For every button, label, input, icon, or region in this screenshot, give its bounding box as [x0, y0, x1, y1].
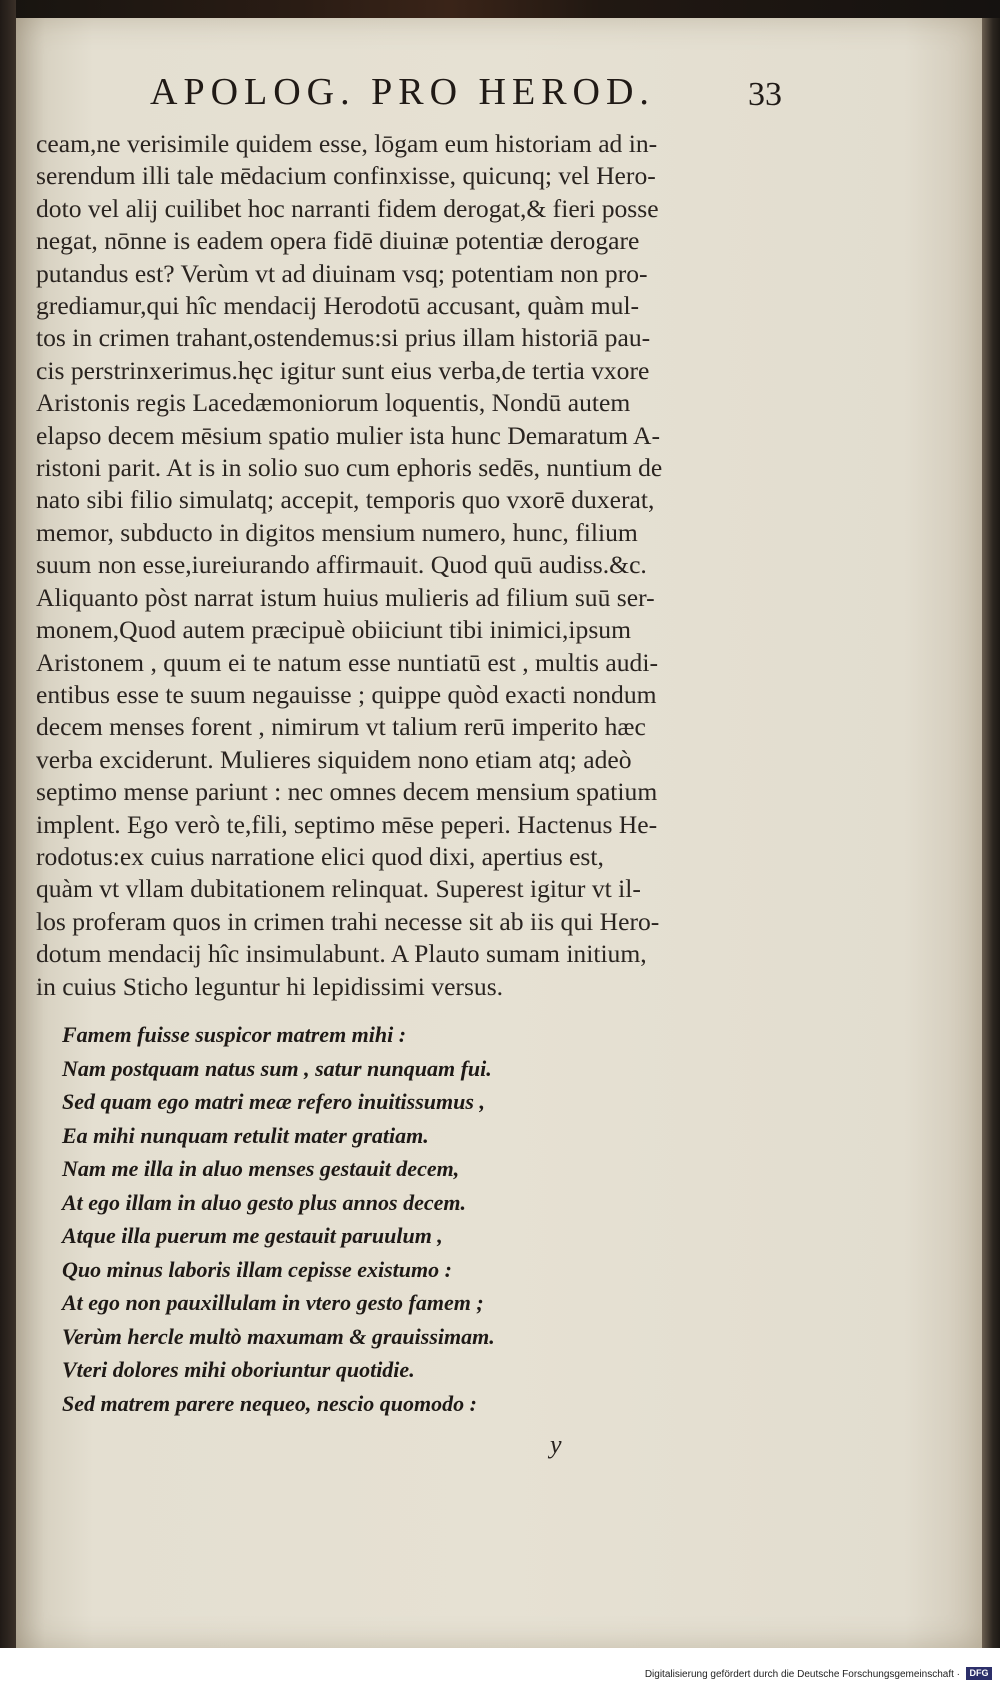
- text-line: verba exciderunt. Mulieres siquidem nono etiam atq; adeò: [36, 744, 632, 774]
- text-line: Aristonem , quum ei te natum esse nuntiatū est , multis audi-: [36, 647, 658, 677]
- verse-line: Famem fuisse suspicor matrem mihi :: [62, 1022, 407, 1047]
- verse-line: Sed matrem parere nequeo, nescio quomodo :: [62, 1390, 477, 1416]
- running-head: APOLOG. PRO HEROD.: [150, 71, 655, 113]
- text-line: Aliquanto pòst narrat istum huius mulieris ad filium suū ser-: [36, 582, 655, 612]
- text-line: grediamur,qui hîc mendacij Herodotū accusant, quàm mul-: [36, 291, 640, 321]
- text-line: putandus est? Verùm vt ad diuinam vsq; potentiam non pro-: [36, 258, 648, 288]
- scan-left-edge: [0, 0, 16, 1650]
- text-line: negat, nōnne is eadem opera fidē diuinæ potentiæ derogare: [36, 226, 640, 256]
- verse-line: Nam postquam natus sum , satur nunquam fui.: [62, 1055, 492, 1081]
- text-line: los proferam quos in crimen trahi necesse sit ab iis qui Hero-: [36, 906, 660, 936]
- text-line: elapso decem mēsium spatio mulier ista hunc Demaratum A-: [36, 420, 661, 450]
- text-line: rodotus:ex cuius narratione elici quod dixi, apertius est,: [36, 841, 604, 871]
- text-line: ceam,ne verisimile quidem esse, lōgam eum historiam ad in-: [36, 129, 658, 158]
- body-text: [36, 128, 776, 1003]
- verse-line: Verùm hercle multò maxumam & grauissimam.: [62, 1323, 495, 1349]
- text-line: memor, subducto in digitos mensium numero, hunc, filium: [36, 517, 638, 547]
- dfg-logo: DFG: [966, 1667, 992, 1680]
- dfg-credit: Digitalisierung gefördert durch die Deutsche Forschungsgemeinschaft ·: [644, 1669, 960, 1680]
- text-line: ristoni parit. At is in solio suo cum ephoris sedēs, nuntium de: [36, 453, 663, 483]
- verse-line: At ego non pauxillulam in vtero gesto famem ;: [62, 1290, 484, 1315]
- text-line: doto vel alij cuilibet hoc narranti fidem derogat,& fieri posse: [36, 193, 659, 223]
- text-line: septimo mense pariunt : nec omnes decem mensium spatium: [36, 777, 658, 807]
- signature-mark: y: [550, 1430, 562, 1459]
- text-line: suum non esse,iureiurando affirmauit. Quod quū audiss.&c.: [36, 550, 647, 580]
- verse-quotation: [62, 1018, 782, 1420]
- text-line: implent. Ego verò te,fili, septimo mēse peperi. Hactenus He-: [36, 809, 658, 839]
- text-line: in cuius Sticho leguntur hi lepidissimi versus.: [36, 971, 504, 1001]
- verse-line: Ea mihi nunquam retulit mater gratiam.: [62, 1122, 429, 1148]
- page-number: 33: [748, 76, 782, 113]
- verse-line: Vteri dolores mihi oboriuntur quotidie.: [62, 1357, 415, 1382]
- text-line: cis perstrinxerimus.hęc igitur sunt eius verba,de tertia vxore: [36, 355, 650, 385]
- text-line: entibus esse te suum negauisse ; quippe quòd exacti nondum: [36, 679, 657, 709]
- verse-line: Sed quam ego matri meæ refero inuitissumus ,: [62, 1089, 485, 1114]
- text-line: dotum mendacij hîc insimulabunt. A Plauto sumam initium,: [36, 939, 647, 969]
- text-line: serendum illi tale mēdacium confinxisse, quicunq; vel Hero-: [36, 161, 656, 191]
- text-line: tos in crimen trahant,ostendemus:si prius illam historiā pau-: [36, 323, 651, 353]
- verse-line: Quo minus laboris illam cepisse existumo :: [62, 1256, 452, 1282]
- verse-line: Atque illa puerum me gestauit paruulum ,: [62, 1223, 443, 1248]
- text-line: decem menses forent , nimirum vt talium rerū imperito hæc: [36, 712, 646, 742]
- verse-line: Nam me illa in aluo menses gestauit decem,: [62, 1156, 460, 1181]
- verse-line: At ego illam in aluo gesto plus annos decem.: [62, 1189, 466, 1215]
- text-line: monem,Quod autem præcipuè obiiciunt tibi inimici,ipsum: [36, 615, 631, 645]
- text-line: quàm vt vllam dubitationem relinquat. Superest igitur vt il-: [36, 874, 641, 904]
- text-line: nato sibi filio simulatq; accepit, temporis quo vxorē duxerat,: [36, 485, 655, 515]
- scan-right-edge: [982, 18, 1000, 1648]
- text-line: Aristonis regis Lacedæmoniorum loquentis, Nondū autem: [36, 388, 631, 418]
